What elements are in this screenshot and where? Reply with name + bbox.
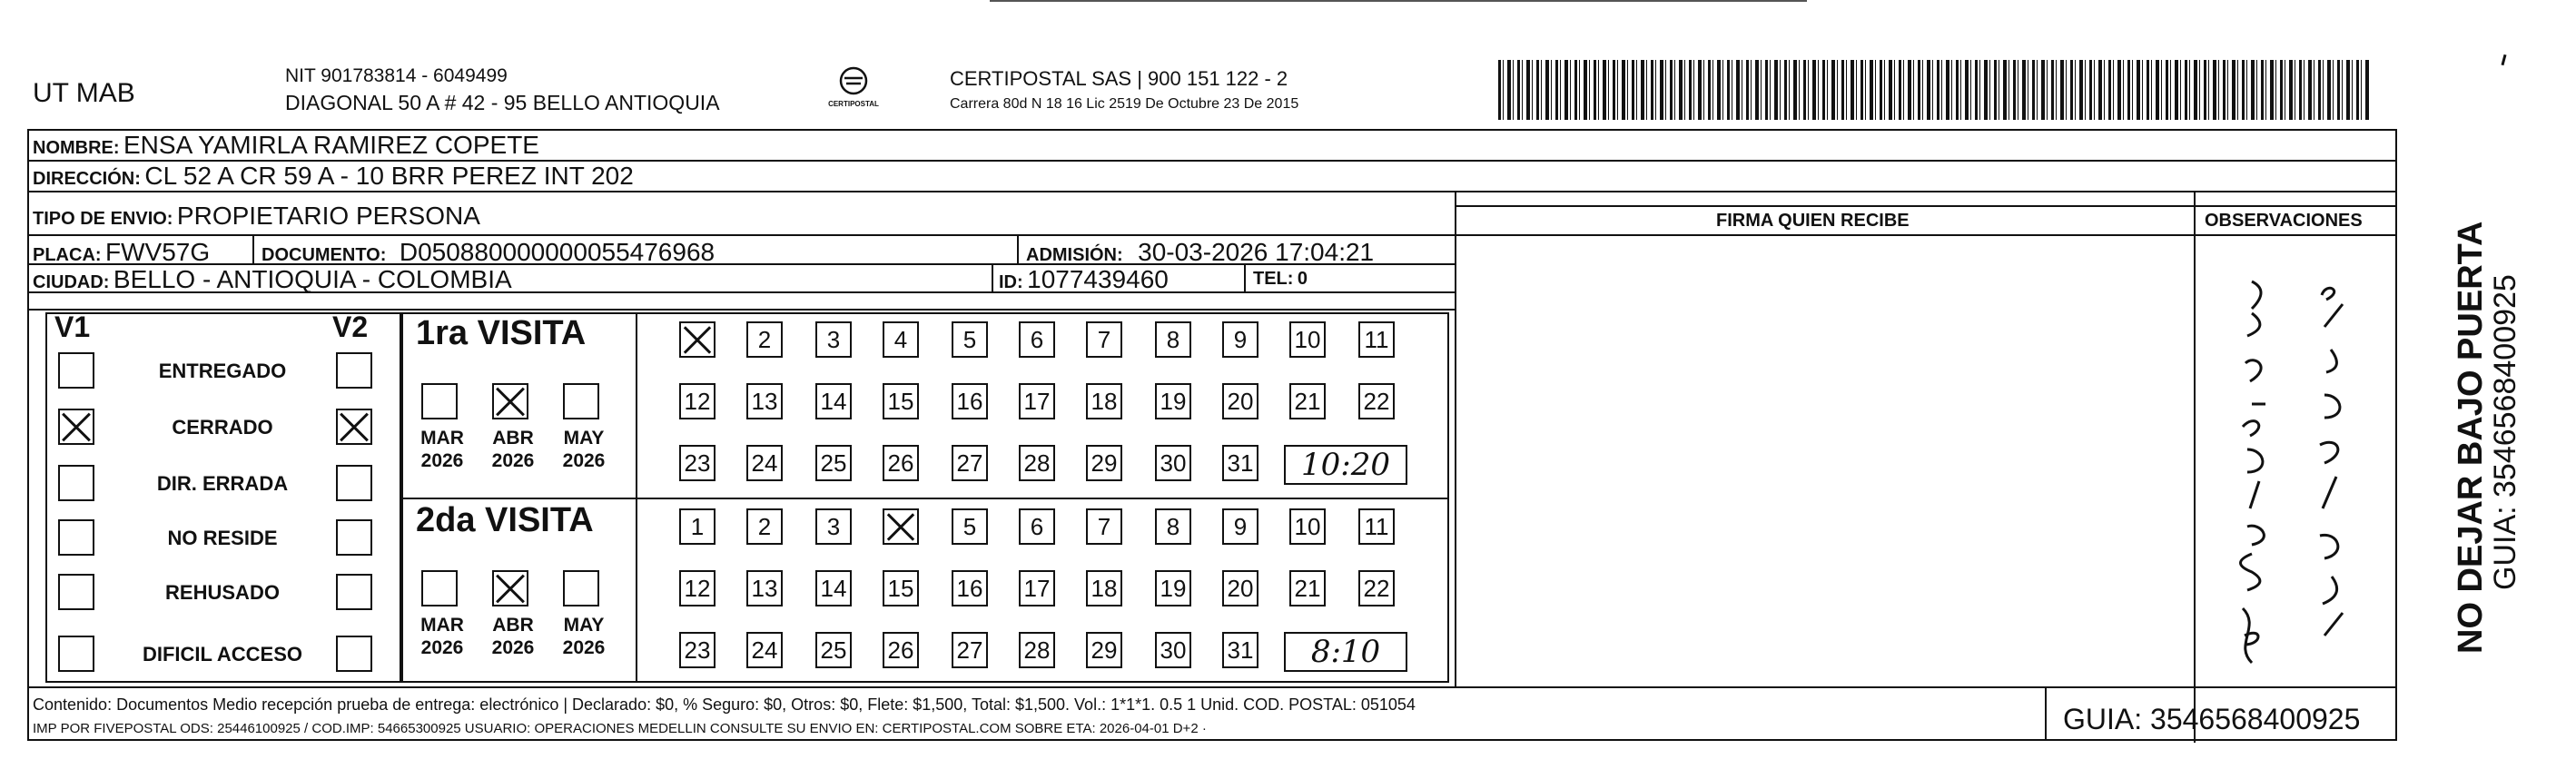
day-box[interactable]: 3 (815, 321, 852, 358)
v1-header: V1 (54, 311, 91, 343)
status-label: DIR. ERRADA (156, 472, 289, 495)
month-label (481, 614, 545, 659)
day-box[interactable]: 14 (815, 383, 852, 419)
day-box[interactable]: 2 (746, 321, 783, 358)
day-box[interactable]: 18 (1086, 570, 1122, 606)
day-box[interactable]: 10 (1289, 321, 1326, 358)
day-box[interactable]: 26 (883, 632, 919, 668)
ciudad-label: CIUDAD: (33, 272, 110, 292)
status-label: CERRADO (172, 416, 273, 439)
status-v2-checkbox[interactable] (336, 574, 372, 610)
day-box[interactable]: 31 (1222, 632, 1258, 668)
month-checkbox[interactable] (563, 570, 599, 606)
day-box[interactable]: 8 (1155, 508, 1191, 545)
id-label: ID: (999, 272, 1023, 292)
nit: NIT 901783814 - 6049499 (285, 65, 508, 86)
month-name: MAR (420, 428, 464, 449)
top-rule (990, 0, 1807, 2)
day-box[interactable]: 9 (1222, 508, 1258, 545)
documento-label: DOCUMENTO: (262, 245, 387, 265)
status-label: NO RESIDE (167, 527, 278, 549)
visit-time: 10:20 (1284, 445, 1407, 485)
v2-header: V2 (332, 311, 369, 343)
month-name: MAY (563, 615, 605, 636)
company-name: UT MAB (33, 78, 135, 108)
status-v1-checkbox[interactable] (58, 409, 94, 445)
status-v2-checkbox[interactable] (336, 465, 372, 501)
day-box[interactable]: 16 (952, 383, 988, 419)
day-box[interactable] (883, 508, 919, 545)
status-label: ENTREGADO (158, 360, 287, 382)
month-label (552, 614, 616, 659)
observaciones-header: OBSERVACIONES (2205, 211, 2363, 231)
guia-footer: GUIA: 3546568400925 (2063, 703, 2361, 735)
day-box[interactable]: 29 (1086, 445, 1122, 481)
day-box[interactable]: 12 (679, 570, 716, 606)
month-checkbox[interactable] (421, 383, 458, 419)
admision-label: ADMISIÓN: (1026, 245, 1123, 265)
status-label: DIFICIL ACCESO (142, 643, 302, 666)
day-box[interactable]: 8 (1155, 321, 1191, 358)
month-year: 2026 (491, 637, 535, 658)
nombre-label: NOMBRE: (33, 138, 120, 158)
month-checkbox[interactable] (492, 570, 528, 606)
day-box[interactable]: 6 (1019, 508, 1055, 545)
contenido-line: Contenido: Documentos Medio recepción prueba de entrega: electrónico | Declarado: $0, % Seguro: $0, Otros: $0, Flete: $1,500, Total: $1,500. Vol.: 1*1*1. 0.5 1 Unid. COD. POSTAL: 051054 (33, 695, 1416, 714)
status-v2-checkbox[interactable] (336, 636, 372, 672)
day-box[interactable]: 24 (746, 445, 783, 481)
day-box[interactable]: 3 (815, 508, 852, 545)
status-v1-checkbox[interactable] (58, 574, 94, 610)
status-v1-checkbox[interactable] (58, 519, 94, 556)
tipo-envio-label: TIPO DE ENVIO: (33, 209, 173, 229)
day-box[interactable]: 12 (679, 383, 716, 419)
carrier-name: CERTIPOSTAL SAS | 900 151 122 - 2 (950, 67, 1288, 90)
day-box[interactable]: 2 (746, 508, 783, 545)
day-box[interactable]: 6 (1019, 321, 1055, 358)
placa-value: FWV57G (105, 238, 211, 266)
status-v1-checkbox[interactable] (58, 352, 94, 389)
visit-title: 2da VISITA (416, 501, 594, 539)
direccion-label: DIRECCIÓN: (33, 169, 141, 189)
month-checkbox[interactable] (563, 383, 599, 419)
month-year: 2026 (562, 450, 606, 471)
day-box[interactable]: 27 (952, 445, 988, 481)
status-v2-checkbox[interactable] (336, 352, 372, 389)
tel-label: TEL: (1253, 269, 1294, 289)
status-v2-checkbox[interactable] (336, 409, 372, 445)
id-value: 1077439460 (1027, 265, 1169, 293)
day-box[interactable]: 21 (1289, 383, 1326, 419)
day-box[interactable]: 16 (952, 570, 988, 606)
imp-line: IMP POR FIVEPOSTAL ODS: 25446100925 / COD.IMP: 54665300925 USUARIO: OPERACIONES MEDELLIN CONSULTE SU ENVIO EN: CERTIPOSTAL.COM SOBRE ETA: 2026-04-01 D+2 · (33, 721, 1207, 736)
day-box[interactable]: 14 (815, 570, 852, 606)
tel-value: 0 (1297, 269, 1308, 289)
day-box[interactable]: 18 (1086, 383, 1122, 419)
month-year: 2026 (491, 450, 535, 471)
day-box[interactable]: 5 (952, 508, 988, 545)
visit-title: 1ra VISITA (416, 314, 587, 352)
guia-side: GUIA: 3546568400925 (2488, 274, 2522, 590)
day-box[interactable]: 19 (1155, 383, 1191, 419)
month-checkbox[interactable] (492, 383, 528, 419)
day-box[interactable]: 22 (1358, 383, 1395, 419)
month-name: ABR (492, 428, 534, 449)
day-box[interactable]: 20 (1222, 383, 1258, 419)
month-name: ABR (492, 615, 534, 636)
month-label (552, 427, 616, 472)
admision-value: 30-03-2026 17:04:21 (1138, 238, 1375, 266)
day-box[interactable]: 17 (1019, 383, 1055, 419)
day-box[interactable]: 17 (1019, 570, 1055, 606)
status-v1-checkbox[interactable] (58, 465, 94, 501)
day-box[interactable]: 4 (883, 321, 919, 358)
day-box[interactable]: 15 (883, 383, 919, 419)
documento-value: D050880000000055476968 (399, 238, 716, 266)
day-box[interactable]: 23 (679, 445, 716, 481)
day-box[interactable]: 25 (815, 445, 852, 481)
firma-header: FIRMA QUIEN RECIBE (1716, 211, 1910, 231)
day-box[interactable]: 28 (1019, 632, 1055, 668)
status-label: REHUSADO (165, 581, 280, 604)
day-box[interactable]: 26 (883, 445, 919, 481)
status-v2-checkbox[interactable] (336, 519, 372, 556)
certipostal-logo-icon: CERTIPOSTAL (826, 65, 881, 116)
day-box[interactable]: 28 (1019, 445, 1055, 481)
visit-time: 8:10 (1284, 632, 1407, 672)
day-box[interactable]: 31 (1222, 445, 1258, 481)
direccion-value: CL 52 A CR 59 A - 10 BRR PEREZ INT 202 (144, 162, 634, 190)
day-box[interactable]: 1 (679, 508, 716, 545)
day-box[interactable]: 25 (815, 632, 852, 668)
day-box[interactable] (679, 321, 716, 358)
day-box[interactable]: 9 (1222, 321, 1258, 358)
day-box[interactable]: 29 (1086, 632, 1122, 668)
month-year: 2026 (420, 450, 464, 471)
month-checkbox[interactable] (421, 570, 458, 606)
tick-mark (2501, 54, 2506, 65)
day-box[interactable]: 24 (746, 632, 783, 668)
month-label (410, 614, 474, 659)
sender-address: DIAGONAL 50 A # 42 - 95 BELLO ANTIOQUIA (285, 91, 720, 114)
handwriting-observaciones (2197, 245, 2388, 681)
day-box[interactable]: 7 (1086, 508, 1122, 545)
month-year: 2026 (420, 637, 464, 658)
nombre-value: ENSA YAMIRLA RAMIREZ COPETE (123, 131, 539, 159)
barcode (1498, 60, 2370, 120)
day-box[interactable]: 10 (1289, 508, 1326, 545)
ciudad-value: BELLO - ANTIOQUIA - COLOMBIA (113, 265, 512, 293)
day-box[interactable]: 21 (1289, 570, 1326, 606)
tipo-envio-value: PROPIETARIO PERSONA (176, 202, 480, 230)
month-year: 2026 (562, 637, 606, 658)
month-label (410, 427, 474, 472)
day-box[interactable]: 5 (952, 321, 988, 358)
day-box[interactable]: 11 (1358, 508, 1395, 545)
day-box[interactable]: 13 (746, 570, 783, 606)
day-box[interactable]: 11 (1358, 321, 1395, 358)
month-name: MAY (563, 428, 605, 449)
carrier-address: Carrera 80d N 18 16 Lic 2519 De Octubre 23 De 2015 (950, 96, 1299, 112)
status-v1-checkbox[interactable] (58, 636, 94, 672)
day-box[interactable]: 19 (1155, 570, 1191, 606)
day-box[interactable]: 23 (679, 632, 716, 668)
day-box[interactable]: 27 (952, 632, 988, 668)
day-box[interactable]: 7 (1086, 321, 1122, 358)
no-dejar-side: NO DEJAR BAJO PUERTA (2452, 221, 2490, 654)
month-name: MAR (420, 615, 464, 636)
day-box[interactable]: 30 (1155, 445, 1191, 481)
day-box[interactable]: 20 (1222, 570, 1258, 606)
day-box[interactable]: 13 (746, 383, 783, 419)
month-label (481, 427, 545, 472)
day-box[interactable]: 22 (1358, 570, 1395, 606)
day-box[interactable]: 30 (1155, 632, 1191, 668)
day-box[interactable]: 15 (883, 570, 919, 606)
placa-label: PLACA: (33, 245, 102, 265)
